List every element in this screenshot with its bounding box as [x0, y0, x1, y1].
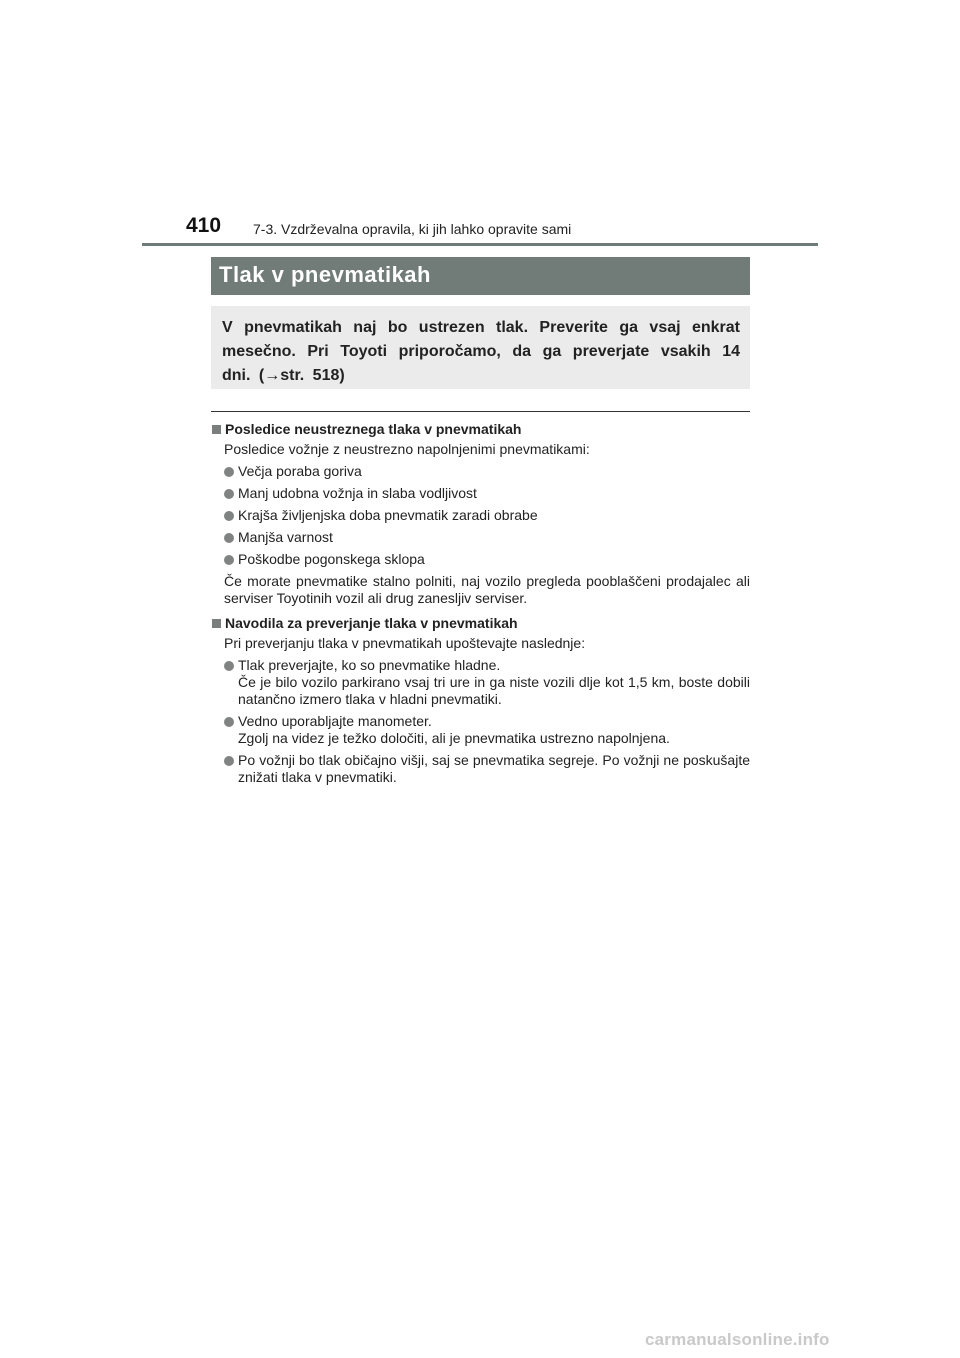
intro-box — [211, 306, 750, 389]
list-item-text: Poškodbe pogonskega sklopa — [238, 551, 425, 567]
list-item-text: Manj udobna vožnja in slaba vodljivost — [238, 485, 477, 501]
list-item — [224, 529, 750, 546]
watermark: carmanualsonline.info — [645, 1330, 830, 1349]
list-item — [224, 657, 750, 708]
header-rule — [142, 243, 818, 246]
round-bullet-icon — [224, 533, 234, 543]
sub-heading-label: Posledice neustreznega tlaka v pnevmatikah — [225, 421, 522, 437]
list-item-text — [238, 713, 750, 747]
round-bullet-icon — [224, 511, 234, 521]
list-item-line: Po vožnji bo tlak običajno višji, saj se pnevmatika segreje. Po vožnji ne poskušajte znižati tlaka v pnevmatiki. — [238, 752, 750, 785]
list-item — [224, 752, 750, 786]
list-item-text: Večja poraba goriva — [238, 463, 362, 479]
chapter-header: 7-3. Vzdrževalna opravila, ki jih lahko opravite sami — [253, 221, 572, 237]
lead-text: Pri preverjanju tlaka v pnevmatikah upoštevajte naslednje: — [224, 635, 586, 651]
section-divider — [211, 411, 750, 412]
list-item — [224, 713, 750, 747]
list-item — [224, 507, 750, 524]
list-item-text — [238, 657, 750, 708]
list-item-text: Manjša varnost — [238, 529, 333, 545]
list-item-line: Če je bilo vozilo parkirano vsaj tri ure in ga niste vozili dlje kot 1,5 km, boste dobili natančno izmero tlaka v hladni pnevmatiki. — [238, 674, 750, 707]
sub-heading-instructions — [211, 613, 750, 633]
list-item-line: Tlak preverjajte, ko so pnevmatike hladne. — [238, 657, 501, 673]
round-bullet-icon — [224, 717, 234, 727]
page-number: 410 — [186, 214, 222, 237]
square-bullet-icon — [212, 619, 221, 628]
content — [211, 419, 750, 786]
intro-text: V pnevmatikah naj bo ustrezen tlak. Preverite ga vsaj enkrat mesečno. Pri Toyoti priporočamo, da ga preverjate vsakih 14 dni. (→str. 518) — [222, 319, 740, 384]
section-title: Tlak v pnevmatikah — [219, 262, 431, 287]
closing-text: Če morate pnevmatike stalno polniti, naj vozilo pregleda pooblaščeni prodajalec ali serviser Toyotinih vozil ali drug zanesljiv serviser. — [224, 573, 750, 606]
list-item-line: Zgolj na videz je težko določiti, ali je pnevmatika ustrezno napolnjena. — [238, 730, 670, 746]
section-title-bar — [211, 257, 750, 295]
square-bullet-icon — [212, 425, 221, 434]
list-item-text: Krajša življenjska doba pnevmatik zaradi obrabe — [238, 507, 538, 523]
sub-heading-label: Navodila za preverjanje tlaka v pnevmatikah — [225, 615, 518, 631]
list-item-text — [238, 752, 750, 786]
sub-heading-consequences — [211, 419, 750, 439]
lead-text: Posledice vožnje z neustrezno napolnjenimi pnevmatikami: — [224, 441, 590, 457]
list-item-line: Vedno uporabljajte manometer. — [238, 713, 432, 729]
round-bullet-icon — [224, 489, 234, 499]
round-bullet-icon — [224, 661, 234, 671]
list-item — [224, 551, 750, 568]
round-bullet-icon — [224, 756, 234, 766]
list-item — [224, 485, 750, 502]
round-bullet-icon — [224, 555, 234, 565]
list-item — [224, 463, 750, 480]
round-bullet-icon — [224, 467, 234, 477]
